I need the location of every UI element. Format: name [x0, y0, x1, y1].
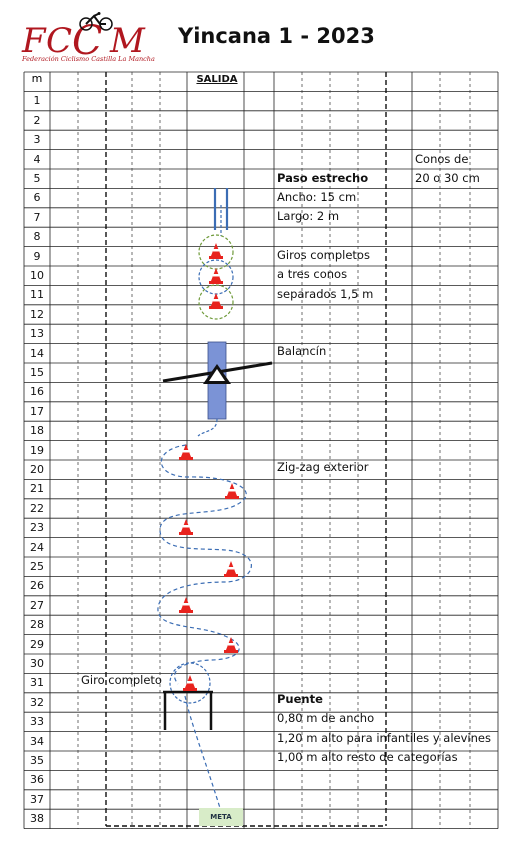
- cone-icon: [225, 483, 239, 499]
- narrow-pass-title: Paso estrecho: [277, 171, 369, 185]
- start-label: SALIDA: [196, 74, 238, 85]
- row-number: 30: [30, 657, 44, 670]
- cone-icon: [209, 243, 223, 259]
- svg-text:F: F: [22, 21, 46, 61]
- row-number: 19: [30, 443, 44, 457]
- bridge-height-rest: 1,00 m alto resto de categorías: [277, 750, 458, 764]
- cone-icon: [179, 519, 193, 535]
- bridge-title: Puente: [277, 692, 323, 706]
- row-number: 16: [30, 385, 44, 399]
- row-number: 13: [30, 327, 44, 341]
- row-number: 9: [33, 249, 41, 263]
- page-title: Yincana 1 - 2023: [178, 24, 375, 48]
- row-number: 17: [30, 404, 44, 418]
- row-number: 23: [30, 521, 44, 535]
- row-number: 7: [33, 210, 41, 224]
- svg-text:C: C: [46, 21, 73, 61]
- cone-icon: [183, 675, 197, 691]
- turns-note-line1: Giros completos: [277, 248, 370, 262]
- row-number: 14: [30, 346, 44, 360]
- cone-icon: [179, 444, 193, 460]
- row-number: 15: [30, 366, 44, 379]
- cones-note-line2: 20 o 30 cm: [415, 171, 480, 185]
- row-number: 25: [30, 560, 44, 573]
- meters-column-header: m: [31, 72, 43, 85]
- row-number: 32: [30, 695, 44, 709]
- seesaw-label: Balancín: [277, 344, 327, 358]
- cone-icon: [224, 637, 238, 653]
- full-turn-label: Giro completo: [81, 673, 162, 687]
- row-number: 28: [30, 618, 44, 632]
- row-number: 29: [30, 637, 44, 651]
- row-number: 27: [30, 598, 44, 612]
- row-number: 18: [30, 424, 44, 438]
- cone-icon: [209, 293, 223, 309]
- row-number: 1: [33, 94, 41, 108]
- row-number: 38: [30, 812, 44, 826]
- row-number: 35: [30, 754, 44, 767]
- row-number: 31: [30, 676, 44, 690]
- row-number: 24: [30, 540, 44, 554]
- row-number: 5: [33, 172, 41, 185]
- row-number: 26: [30, 579, 44, 593]
- bridge-height-young: 1,20 m alto para infantiles y alevines: [277, 731, 491, 745]
- row-number: 33: [30, 715, 44, 729]
- row-number: 3: [33, 133, 41, 147]
- zigzag-label: Zig-zag exterior: [277, 460, 369, 474]
- cone-icon: [179, 597, 193, 613]
- row-number: 34: [30, 734, 44, 748]
- cone-icon: [209, 268, 223, 284]
- zigzag-path: [158, 445, 251, 684]
- narrow-pass-width: Ancho: 15 cm: [277, 190, 357, 204]
- finish-label: META: [199, 808, 243, 826]
- row-number: 10: [30, 269, 44, 282]
- row-number: 20: [30, 463, 44, 476]
- row-number: 22: [30, 501, 44, 515]
- row-number: 8: [33, 230, 41, 244]
- cone-icon: [224, 561, 238, 577]
- row-number: 2: [33, 113, 41, 127]
- turns-note-line3: separados 1,5 m: [277, 287, 374, 301]
- row-number: 36: [30, 773, 44, 787]
- narrow-pass-length: Largo: 2 m: [277, 209, 340, 223]
- path-to-finish: [185, 696, 220, 808]
- bridge: [163, 692, 213, 730]
- narrow-lane: [215, 188, 227, 230]
- logo-subtitle: Federación Ciclismo Castilla La Mancha: [22, 55, 155, 63]
- row-number: 11: [30, 288, 44, 302]
- row-number: 37: [30, 792, 44, 806]
- svg-text:C: C: [72, 18, 103, 64]
- row-number: 12: [30, 307, 44, 321]
- row-number: 4: [33, 152, 41, 166]
- row-number: 21: [30, 482, 44, 496]
- cones-note-line1: Conos de: [415, 152, 469, 166]
- svg-text:M: M: [110, 21, 145, 61]
- row-number: 6: [33, 191, 41, 205]
- bridge-width: 0,80 m de ancho: [277, 711, 375, 725]
- turns-note-line2: a tres conos: [277, 267, 348, 281]
